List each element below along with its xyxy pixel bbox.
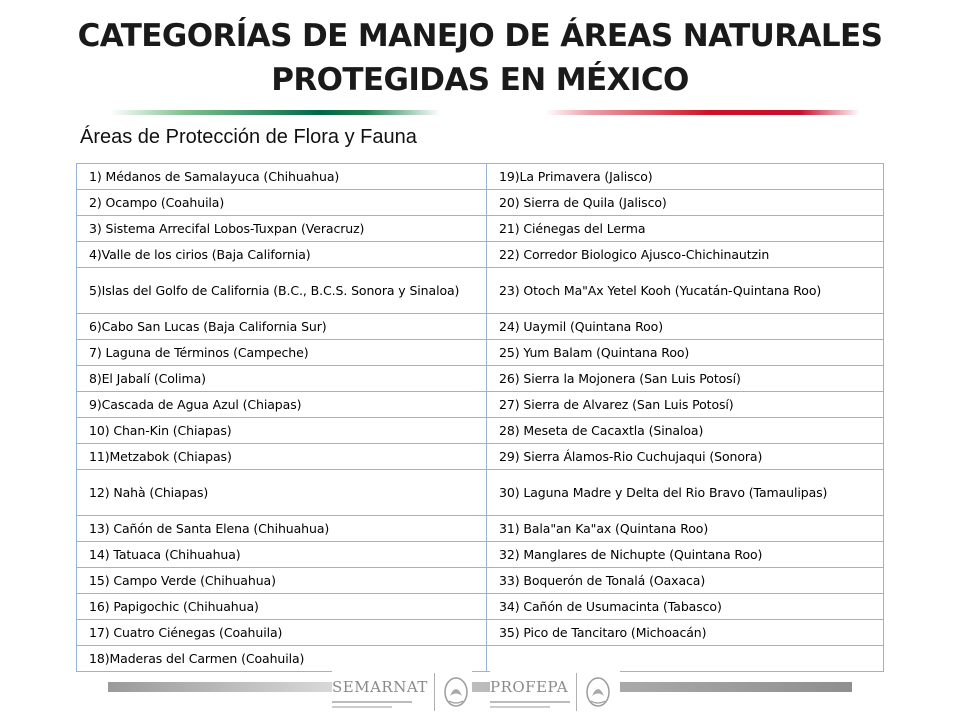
- table-row: [77, 470, 884, 516]
- table-row: [77, 516, 884, 542]
- table-cell: 4)Valle de los cirios (Baja California): [77, 242, 487, 268]
- table-cell: 9)Cascada de Agua Azul (Chiapas): [77, 392, 487, 418]
- table-cell: 34) Cañón de Usumacinta (Tabasco): [487, 594, 884, 620]
- table-row: [77, 242, 884, 268]
- logo-divider: [434, 673, 435, 711]
- table-row: [77, 542, 884, 568]
- logo-subline: [490, 706, 550, 708]
- table-cell: 10) Chan-Kin (Chiapas): [77, 418, 487, 444]
- title-line-1: CATEGORÍAS DE MANEJO DE ÁREAS NATURALES: [77, 18, 883, 54]
- table-row: [77, 646, 884, 672]
- logo-subline: [490, 701, 570, 703]
- table-cell: 27) Sierra de Alvarez (San Luis Potosí): [487, 392, 884, 418]
- semarnat-wordmark: SEMARNAT: [332, 677, 428, 696]
- table-cell: 11)Metzabok (Chiapas): [77, 444, 487, 470]
- logo-divider: [576, 673, 577, 711]
- table-row: [77, 268, 884, 314]
- table-cell: 19)La Primavera (Jalisco): [487, 164, 884, 190]
- table-cell: 2) Ocampo (Coahuila): [77, 190, 487, 216]
- table-row: [77, 620, 884, 646]
- table-cell: 12) Nahà (Chiapas): [77, 470, 487, 516]
- table-row: [77, 594, 884, 620]
- table-cell: 8)El Jabalí (Colima): [77, 366, 487, 392]
- table-cell: [487, 646, 884, 672]
- table-row: [77, 444, 884, 470]
- national-seal-icon: [441, 674, 471, 710]
- semarnat-logo: [332, 670, 472, 714]
- table-cell: 7) Laguna de Términos (Campeche): [77, 340, 487, 366]
- table-cell: 3) Sistema Arrecifal Lobos-Tuxpan (Veracruz): [77, 216, 487, 242]
- table-row: [77, 568, 884, 594]
- table-row: [77, 340, 884, 366]
- table-cell: 17) Cuatro Ciénegas (Coahuila): [77, 620, 487, 646]
- profepa-logo: [490, 670, 620, 714]
- logo-subline: [332, 701, 412, 703]
- table-cell: 30) Laguna Madre y Delta del Rio Bravo (Tamaulipas): [487, 470, 884, 516]
- table-cell: 31) Bala"an Ka"ax (Quintana Roo): [487, 516, 884, 542]
- table-cell: 28) Meseta de Cacaxtla (Sinaloa): [487, 418, 884, 444]
- table-cell: 1) Médanos de Samalayuca (Chihuahua): [77, 164, 487, 190]
- table-cell: 26) Sierra la Mojonera (San Luis Potosí): [487, 366, 884, 392]
- table-row: [77, 164, 884, 190]
- section-subtitle: Áreas de Protección de Flora y Fauna: [80, 126, 417, 148]
- table-cell: 25) Yum Balam (Quintana Roo): [487, 340, 884, 366]
- table-row: [77, 216, 884, 242]
- protected-areas-table: [76, 163, 884, 672]
- table-cell: 22) Corredor Biologico Ajusco-Chichinautzin: [487, 242, 884, 268]
- table-row: [77, 392, 884, 418]
- footer-gray-bar: [108, 682, 852, 692]
- table-row: [77, 314, 884, 340]
- table-cell: 23) Otoch Ma"Ax Yetel Kooh (Yucatán-Quintana Roo): [487, 268, 884, 314]
- table-row: [77, 418, 884, 444]
- logo-subline: [332, 706, 392, 708]
- table-cell: 14) Tatuaca (Chihuahua): [77, 542, 487, 568]
- national-seal-icon: [583, 674, 613, 710]
- table-cell: 16) Papigochic (Chihuahua): [77, 594, 487, 620]
- table-row: [77, 366, 884, 392]
- page-title: [0, 14, 960, 102]
- title-line-2: PROTEGIDAS EN MÉXICO: [271, 62, 689, 98]
- table-cell: 29) Sierra Álamos-Rio Cuchujaqui (Sonora): [487, 444, 884, 470]
- table-cell: 21) Ciénegas del Lerma: [487, 216, 884, 242]
- table-cell: 33) Boquerón de Tonalá (Oaxaca): [487, 568, 884, 594]
- table-cell: 6)Cabo San Lucas (Baja California Sur): [77, 314, 487, 340]
- flag-color-divider: [110, 110, 860, 115]
- table-row: [77, 190, 884, 216]
- profepa-wordmark: PROFEPA: [490, 677, 569, 696]
- table-cell: 13) Cañón de Santa Elena (Chihuahua): [77, 516, 487, 542]
- table-cell: 32) Manglares de Nichupte (Quintana Roo): [487, 542, 884, 568]
- table-cell: 20) Sierra de Quila (Jalisco): [487, 190, 884, 216]
- table-cell: 15) Campo Verde (Chihuahua): [77, 568, 487, 594]
- table-cell: 18)Maderas del Carmen (Coahuila): [77, 646, 487, 672]
- table-cell: 24) Uaymil (Quintana Roo): [487, 314, 884, 340]
- table-cell: 35) Pico de Tancitaro (Michoacán): [487, 620, 884, 646]
- table-cell: 5)Islas del Golfo de California (B.C., B.C.S. Sonora y Sinaloa): [77, 268, 487, 314]
